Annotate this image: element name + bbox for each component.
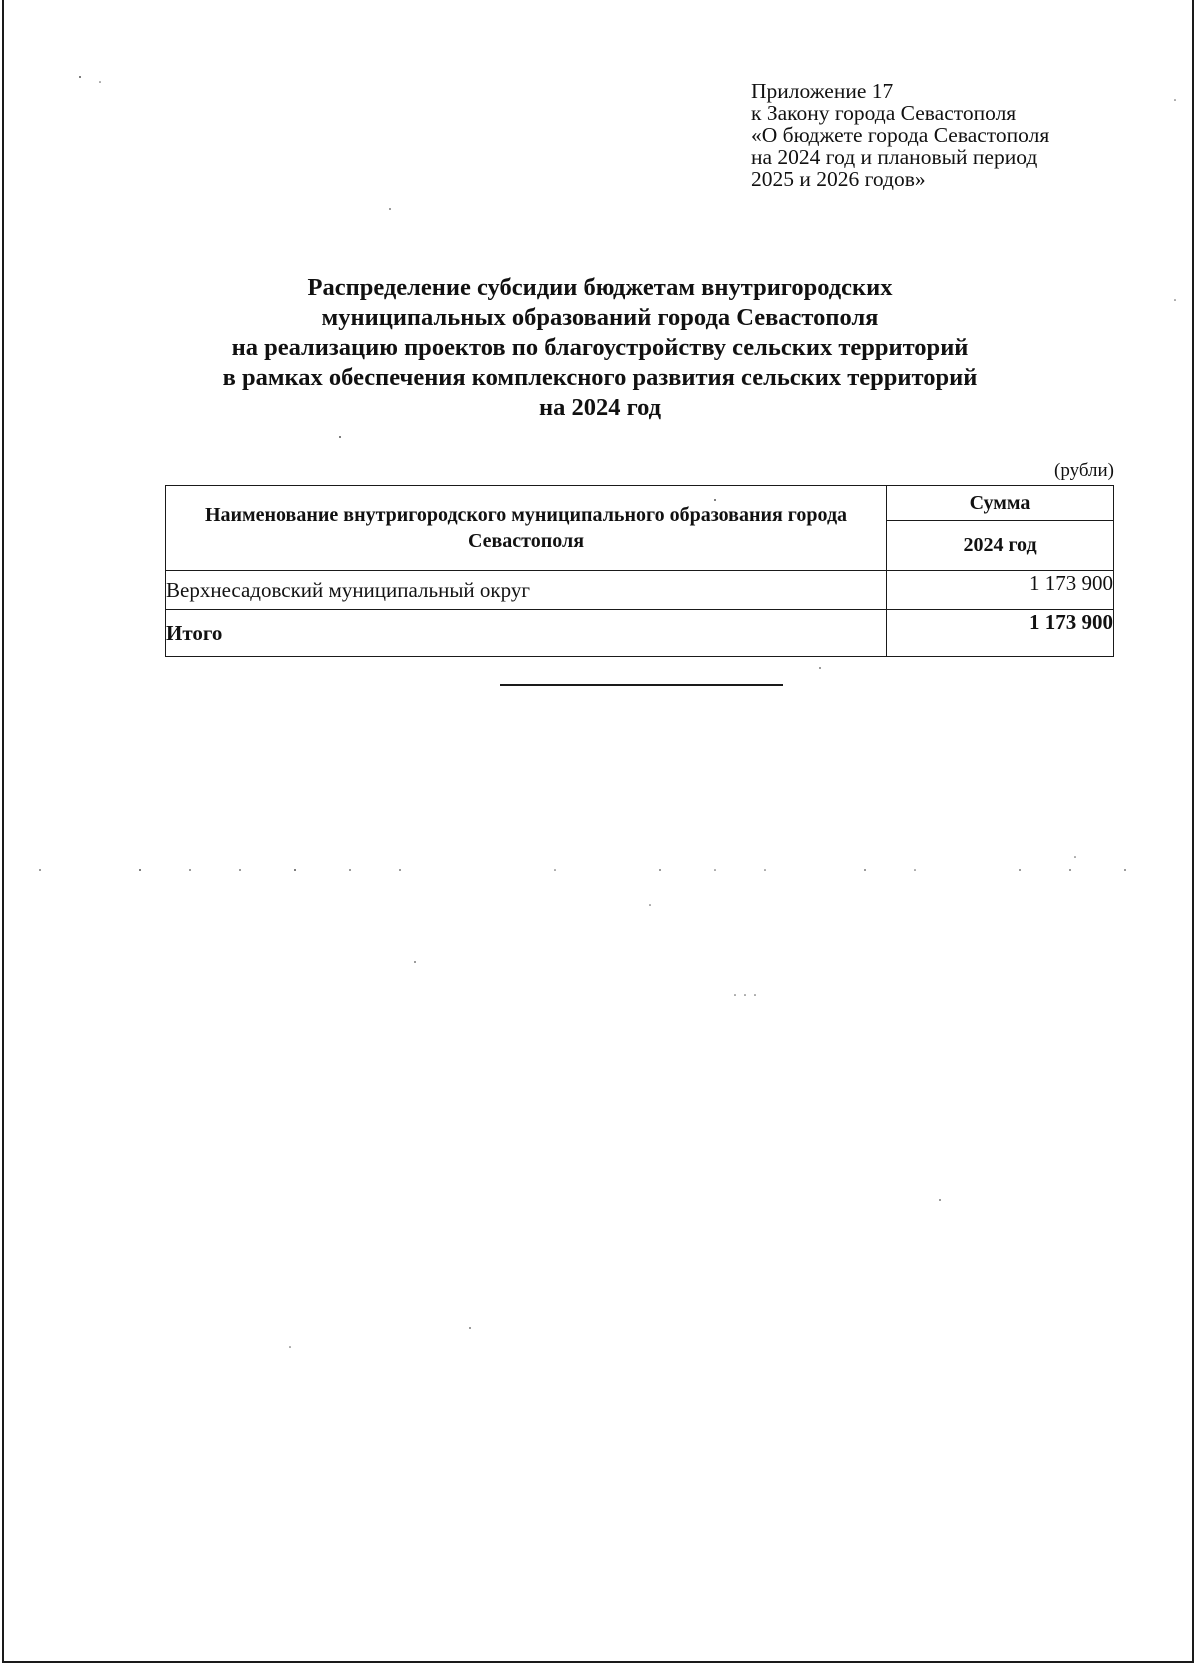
- title-line: Распределение субсидии бюджетам внутригородских: [307, 274, 893, 301]
- title-line: на 2024 год: [538, 394, 662, 421]
- title-line: муниципальных образований города Севастополя: [321, 304, 879, 331]
- row-name-cell: Верхнесадовский муниципальный округ: [166, 571, 887, 610]
- total-value-cell: 1 173 900: [887, 610, 1114, 657]
- units-label: (рубли): [1054, 460, 1114, 481]
- total-name-cell: Итого: [166, 610, 887, 657]
- row-value-cell: 1 173 900: [887, 571, 1114, 610]
- column-header-sum: Сумма: [887, 486, 1114, 521]
- column-header-name: Наименование внутригородского муниципального образования города Севастополя: [166, 486, 887, 571]
- column-header-year: 2024 год: [887, 521, 1114, 571]
- appendix-line: «О бюджете города Севастополя: [751, 123, 1050, 147]
- appendix-line: к Закону города Севастополя: [751, 101, 1017, 125]
- title-line: в рамках обеспечения комплексного развития сельских территорий: [222, 364, 978, 391]
- appendix-line: Приложение 17: [751, 79, 894, 103]
- appendix-line: на 2024 год и плановый период: [751, 145, 1038, 169]
- title-line: на реализацию проектов по благоустройству сельских территорий: [231, 334, 969, 361]
- appendix-line: 2025 и 2026 годов»: [751, 167, 926, 191]
